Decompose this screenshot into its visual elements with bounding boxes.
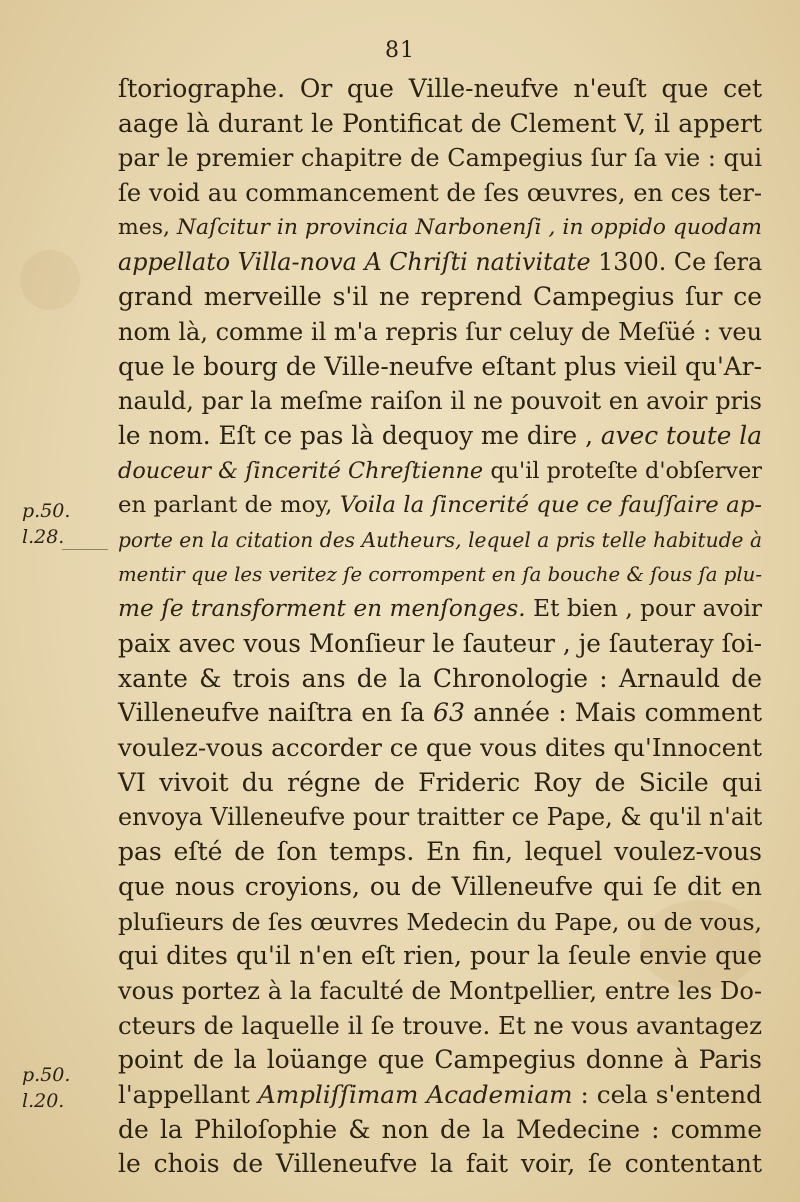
roman-run: ſtoriographe. Or que Ville-neufve n'euſt que cet xyxy=(118,74,762,103)
text-line xyxy=(118,800,762,835)
page-number: 81 xyxy=(385,38,415,63)
margin-note xyxy=(22,1062,70,1114)
margin-note xyxy=(22,498,70,550)
roman-run: Villeneufve naiſtra en ſa xyxy=(118,698,434,728)
roman-run: que le bourg de Ville-neufve eſtant plus vieil qu'Ar- xyxy=(118,351,762,381)
text-line xyxy=(118,662,762,697)
margin-note-line: l.28. xyxy=(22,526,65,548)
text-line xyxy=(118,350,762,385)
text-line xyxy=(118,1043,762,1078)
text-line xyxy=(118,870,762,905)
text-line xyxy=(118,731,762,766)
text-line xyxy=(118,835,762,870)
text-line xyxy=(118,1147,762,1182)
text-line xyxy=(118,974,762,1009)
roman-run: le nom. Eſt ce pas là dequoy me dire , xyxy=(118,420,601,450)
text-line xyxy=(118,696,762,731)
roman-run: voulez-vous accorder ce que vous dites qu'Innocent xyxy=(118,733,762,763)
paper-stain xyxy=(20,250,80,310)
text-line xyxy=(118,905,762,940)
italic-run: 63 xyxy=(433,698,465,728)
roman-run: année : Mais comment xyxy=(464,698,762,728)
roman-run: point de la loüange que Campegius donne à Paris xyxy=(118,1045,762,1075)
roman-run: mes, xyxy=(118,214,177,240)
text-line xyxy=(118,72,762,107)
roman-run: que nous croyions, ou de Villeneufve qui ſe dit en xyxy=(118,871,762,901)
text-line xyxy=(118,1009,762,1044)
italic-run: mentir que les veritez ſe corrompent en ſa bouche & ſous ſa plu- xyxy=(118,562,762,586)
text-line xyxy=(118,245,762,280)
text-line xyxy=(118,627,762,662)
body-text xyxy=(118,72,762,1182)
text-line xyxy=(118,558,762,593)
text-line xyxy=(118,419,762,454)
roman-run: envoya Villeneufve pour traitter ce Pape, & qu'il n'ait xyxy=(118,803,763,832)
text-line xyxy=(118,384,762,419)
roman-run: qui dites qu'il n'en eſt rien, pour la ſeule envie que xyxy=(118,941,762,971)
roman-run: paix avec vous Monſieur le ſauteur , je ſauteray ſoi- xyxy=(118,629,762,658)
text-line xyxy=(118,939,762,974)
text-line xyxy=(118,211,762,246)
roman-run: pas eſté de ſon temps. En fin, lequel voulez-vous xyxy=(118,837,762,867)
italic-run: me ſe transforment en menſonges. xyxy=(118,595,526,623)
roman-run: l'appellant xyxy=(118,1079,258,1109)
italic-run: Ampliſſimam Academiam xyxy=(257,1079,573,1109)
italic-run: avec toute la xyxy=(600,420,762,450)
roman-run: grand merveille s'il ne reprend Campegius ſur ce xyxy=(118,282,762,312)
roman-run: xante & trois ans de la Chronologie : Arnauld de xyxy=(118,663,762,693)
text-line xyxy=(118,523,762,558)
roman-run: nauld, par la meſme raiſon il ne pouvoit en avoir pris xyxy=(118,387,762,416)
text-line xyxy=(118,592,762,627)
roman-run: pluſieurs de ſes œuvres Medecin du Pape, ou de vous, xyxy=(118,907,762,936)
italic-run: douceur & ſincerité Chreſtienne xyxy=(118,457,484,484)
margin-note-line: l.20. xyxy=(22,1090,65,1112)
text-line xyxy=(118,107,762,142)
text-line xyxy=(118,488,762,523)
roman-run: Et bien , pour avoir xyxy=(525,595,762,623)
roman-run: nom là, comme il m'a repris ſur celuy de Meſüé : veu xyxy=(118,317,763,346)
roman-run: vous portez à la faculté de Montpellier, entre les Do- xyxy=(118,976,762,1005)
margin-note-page: p.50. xyxy=(22,1064,71,1086)
text-line xyxy=(118,1078,762,1113)
text-line xyxy=(118,176,762,211)
margin-note-page: p.50. xyxy=(22,500,71,522)
roman-run: ſe void au commancement de ſes œuvres, en ces ter- xyxy=(118,179,762,208)
roman-run: en parlant de moy, xyxy=(118,492,340,519)
italic-run: appellato Villa-nova A Chriſti nativitate xyxy=(118,248,591,277)
italic-run: Voila la ſincerité que ce fauſſaire ap- xyxy=(339,492,762,519)
roman-run: : cela s'entend xyxy=(572,1079,762,1109)
italic-run: porte en la citation des Autheurs, lequel a pris telle habitude à xyxy=(118,527,762,552)
text-line xyxy=(118,315,762,350)
text-line xyxy=(118,1113,762,1148)
roman-run: 1300. Ce ſera xyxy=(590,248,763,277)
roman-run: VI vivoit du régne de Frideric Roy de Sicile qui xyxy=(118,767,762,797)
text-line xyxy=(118,141,762,176)
text-line xyxy=(118,766,762,801)
roman-run: le chois de Villeneufve la fait voir, ſe contentant xyxy=(118,1149,762,1179)
roman-run: qu'il proteſte d'obſerver xyxy=(483,457,762,484)
roman-run: aage là durant le Pontificat de Clement V, il appert xyxy=(118,108,762,138)
roman-run: de la Philoſophie & non de la Medecine : comme xyxy=(118,1114,762,1144)
text-line xyxy=(118,280,762,315)
text-line xyxy=(118,454,762,489)
roman-run: par le premier chapitre de Campegius ſur ſa vie : qui xyxy=(118,144,763,173)
roman-run: cteurs de laquelle il ſe trouve. Et ne vous avantagez xyxy=(118,1010,762,1040)
margin-rule xyxy=(62,549,108,550)
italic-run: Naſcitur in provincia Narbonenſi , in oppido quodam xyxy=(176,214,762,240)
